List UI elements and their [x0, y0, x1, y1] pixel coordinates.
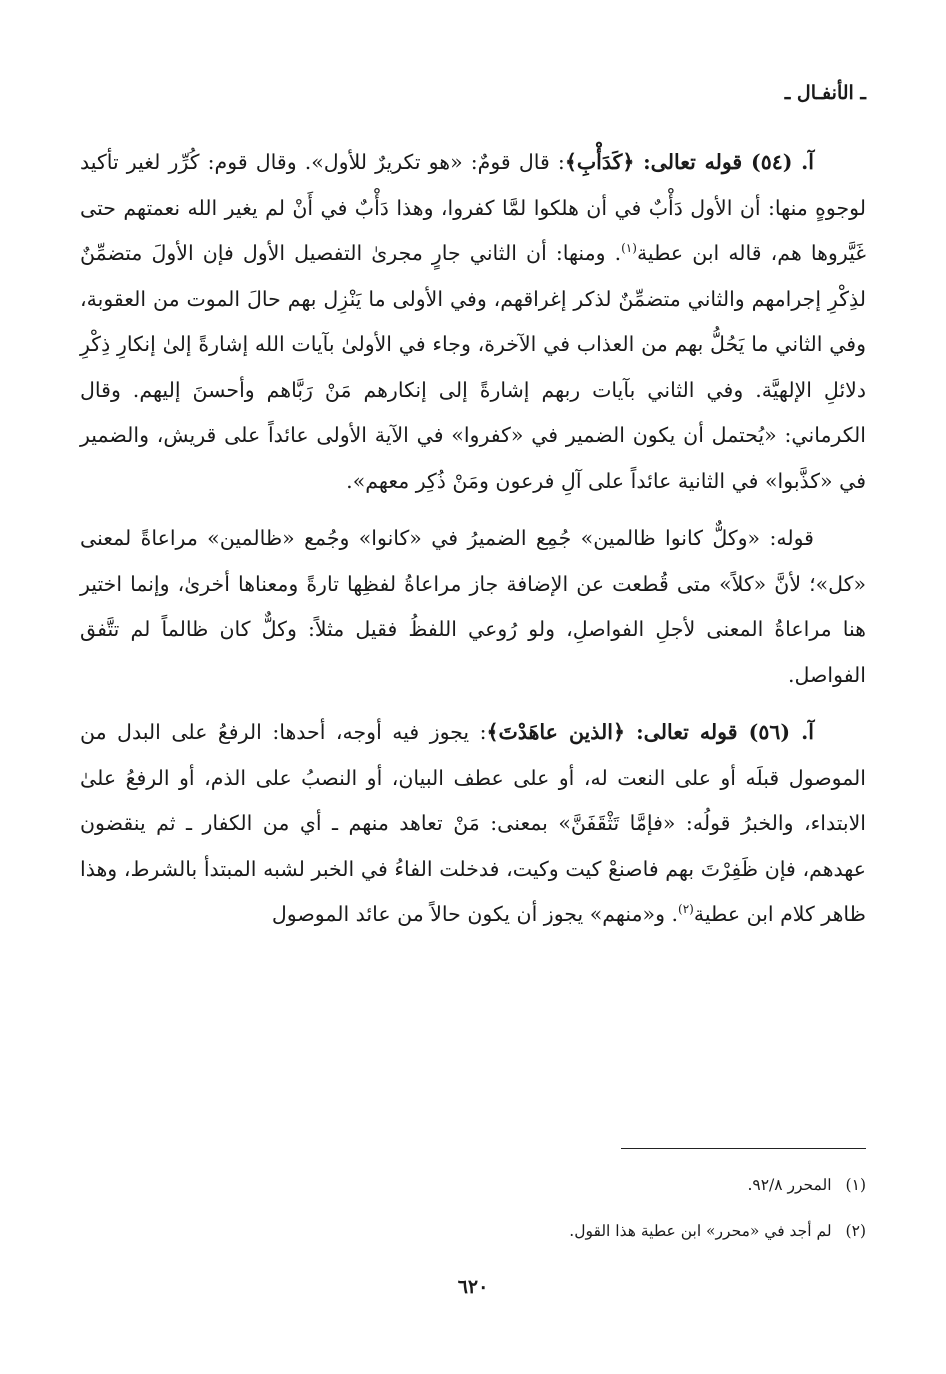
footnotes	[80, 1162, 866, 1254]
page-number: ٦٢٠	[457, 1276, 489, 1298]
footnote-text: لم أجد في «محرر» ابن عطية هذا القول.	[569, 1222, 832, 1240]
footnote-number: (١)	[845, 1176, 866, 1194]
paragraph-text: : يجوز فيه أوجه، أحدها: الرفعُ على البدل من الموصول قبلَه أو على النعت له، أو على عطف البيان، أو النصبُ على الذم، أو الرفعُ علىٰ الابتداء، والخبرُ قولُه: «فإمَّا تَثْقَفَنَّ» بمعنى: مَنْ تعاهد منهم ـ أي من الكفار ـ ثم ينقضون عهدهم، فإن ظَفِرْتَ بهم فاصنعْ كيت وكيت، فدخلت الفاءُ في الخبر لشبه المبتدأ بالشرط، وهذا ظاهر كلام ابن عطية	[80, 720, 866, 926]
verse-heading-54: آ. (٥٤) قوله تعالى: ﴿كَدَأْبِ﴾	[564, 150, 814, 174]
paragraph-text: : قال قومٌ: «هو تكريرٌ للأول». وقال قوم: كُرِّر لغير تأكيد لوجوهٍ منها: أن الأول دَأْبٌ في أن هلكوا لمَّا كفروا، وهذا دَأْبٌ في أَنْ لم يغير الله نعمتهم حتى غَيَّروها هم، قاله ابن عطية	[80, 150, 866, 265]
footnote-ref-1: (١)	[621, 241, 637, 256]
main-text	[80, 140, 866, 950]
footnote-ref-2: (٢)	[678, 902, 694, 917]
footnote-text: المحرر ٩٢/٨.	[747, 1176, 832, 1194]
book-page	[80, 0, 866, 1374]
paragraph-verse-54	[80, 140, 866, 504]
paragraph-text: . ومنها: أن الثاني جارٍ مجرىٰ التفصيل الأول فإن الأولَ متضمِّنٌ لذِكْرِ إجرامهم والثاني متضمِّنٌ لذكر إغراقهم، وفي الأولى ما يَنْزِل بهم حالَ الموت من العقوبة، وفي الثاني ما يَحُلُّ بهم من العذاب في الآخرة، وجاء في الأولىٰ بآيات الله إشارةً إلىٰ إنكارِ ذِكْرِ دلائلِ الإلهيَّة. وفي الثاني بآيات ربهم إشارةً إلى إنكارهم مَنْ رَبَّاهم وأحسنَ إليهم. وقال الكرماني: «يُحتمل أن يكون الضمير في «كفروا» في الآية الأولى عائداً على قريش، والضمير في «كذَّبوا» في الثانية عائداً على آلِ فرعون ومَنْ ذُكِر معهم».	[80, 241, 866, 493]
footnote-1	[80, 1162, 866, 1208]
footnote-divider	[621, 1148, 866, 1149]
verse-heading-56: آ. (٥٦) قوله تعالى: ﴿الذين عاهَدْتَ﴾	[486, 720, 814, 744]
footnote-2	[80, 1208, 866, 1254]
paragraph-text: . و«منهم» يجوز أن يكون حالاً من عائد الموصول	[271, 902, 679, 926]
footnote-number: (٢)	[845, 1222, 866, 1240]
paragraph-verse-56	[80, 710, 866, 938]
running-header: ـ الأنفـال ـ	[784, 82, 866, 104]
paragraph-commentary: قوله: «وكلٌّ كانوا ظالمين» جُمِع الضميرُ في «كانوا» وجُمع «ظالمين» مراعاةً لمعنى «كل»؛ لأنَّ «كلاً» متى قُطعت عن الإضافة جاز مراعاةُ لفظِها تارةً ومعناها أخرىٰ، وإنما اختير هنا مراعاةُ المعنى لأجلِ الفواصلِ، ولو رُوعي اللفظُ فقيل مثلاً: وكلٌّ كان ظالماً لم تتَّفق الفواصل.	[80, 526, 866, 687]
